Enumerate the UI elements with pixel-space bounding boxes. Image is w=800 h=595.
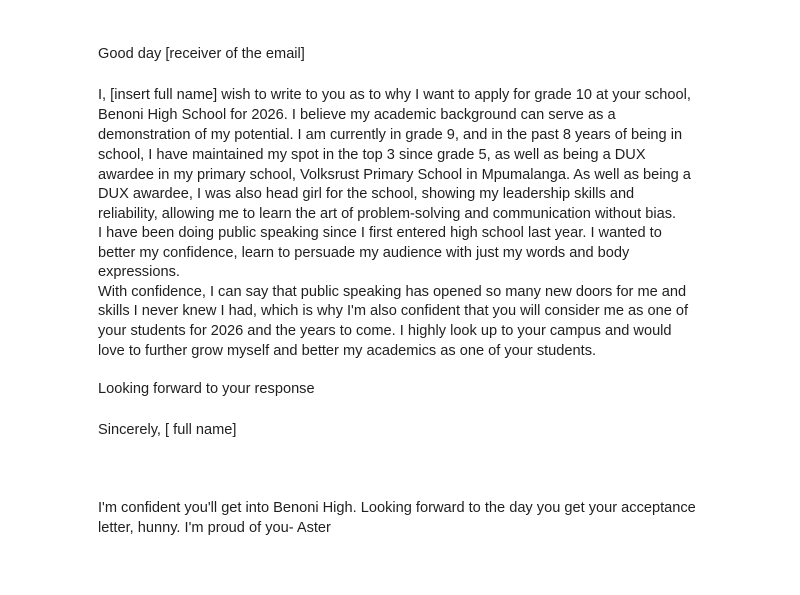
body-line: better my confidence, learn to persuade my audience with just my words and body: [98, 245, 630, 261]
body-line: demonstration of my potential. I am currently in grade 9, and in the past 8 years of being in: [98, 127, 683, 143]
body-line: I have been doing public speaking since I first entered high school last year. I wanted to: [98, 225, 662, 241]
body-line: awardee in my primary school, Volksrust Primary School in Mpumalanga. As well as being a: [98, 167, 691, 183]
body-line: school, I have maintained my spot in the top 3 since grade 5, as well as being a DUX: [98, 147, 646, 163]
body-line: skills I never knew I had, which is why I'm also confident that you will consider me as one of: [98, 303, 689, 319]
closing-line: Looking forward to your response: [98, 381, 315, 397]
signoff-line: Sincerely, [ full name]: [98, 422, 237, 438]
body-line: love to further grow myself and better my academics as one of your students.: [98, 343, 597, 359]
body-line: With confidence, I can say that public speaking has opened so many new doors for me and: [98, 284, 687, 300]
body-line: your students for 2026 and the years to come. I highly look up to your campus and would: [98, 323, 672, 339]
note-line: I'm confident you'll get into Benoni High. Looking forward to the day you get your acceptance: [98, 500, 696, 516]
greeting-line: Good day [receiver of the email]: [98, 46, 305, 62]
body-line: expressions.: [98, 264, 180, 280]
body-line: I, [insert full name] wish to write to you as to why I want to apply for grade 10 at your school,: [98, 87, 691, 103]
body-line: Benoni High School for 2026. I believe my academic background can serve as a: [98, 107, 616, 123]
body-line: DUX awardee, I was also head girl for the school, showing my leadership skills and: [98, 186, 635, 202]
body-line: reliability, allowing me to learn the art of problem-solving and communication without bias.: [98, 206, 677, 222]
note-line: letter, hunny. I'm proud of you- Aster: [98, 520, 331, 536]
